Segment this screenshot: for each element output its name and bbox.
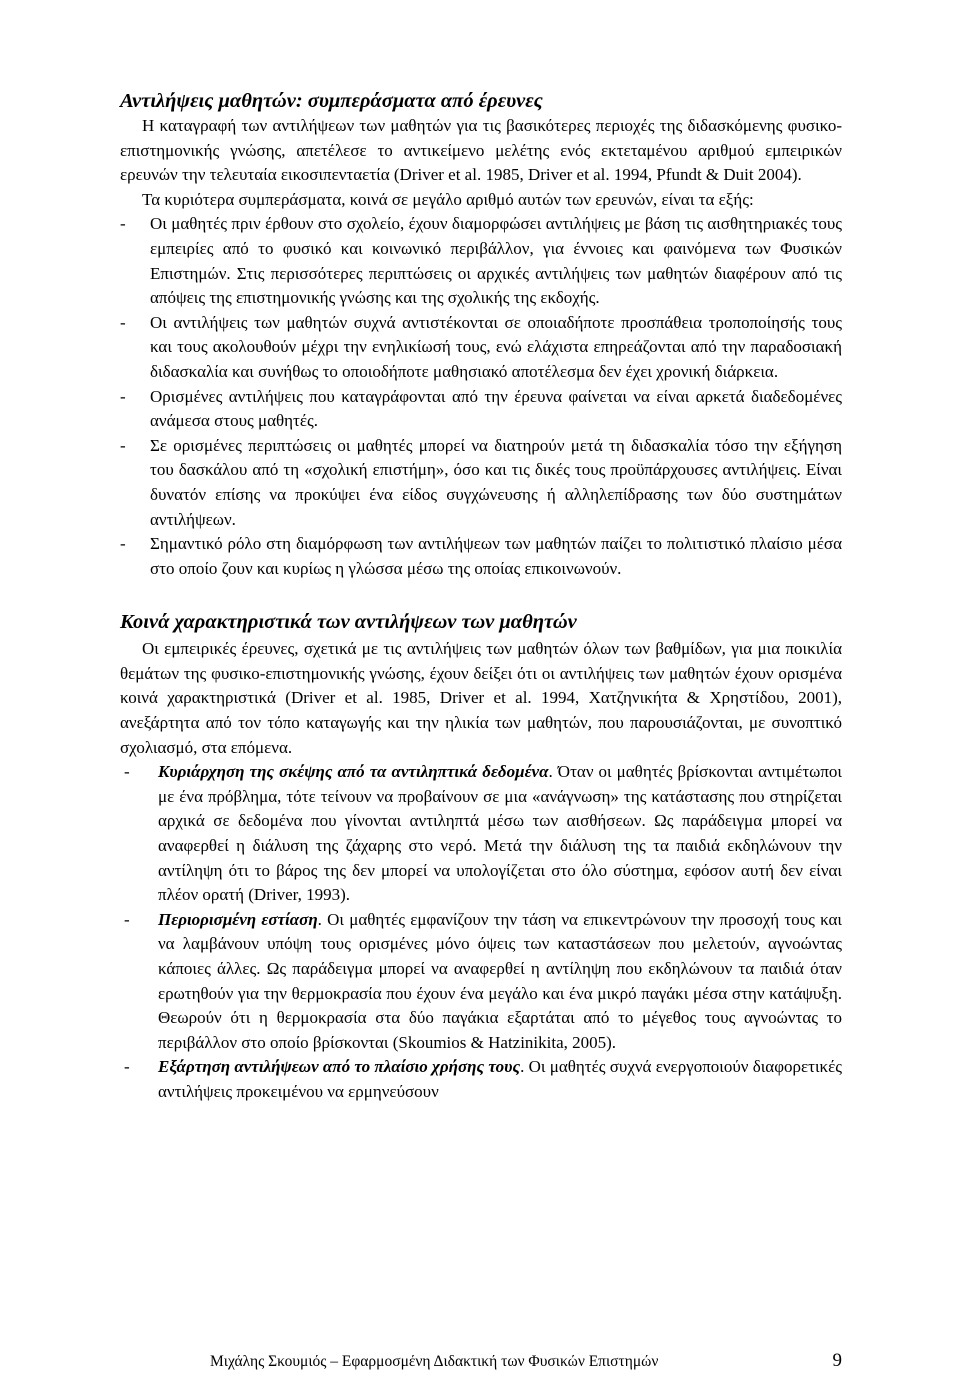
characteristic-term: Κυριάρχηση της σκέψης από τα αντιληπτικά δεδομένα (158, 762, 549, 782)
section-1-lead: Τα κυριότερα συμπεράσματα, κοινά σε μεγάλο αριθμό αυτών των ερευνών, είναι τα εξής: (142, 189, 754, 209)
dash-marker: - (120, 312, 126, 332)
characteristic-text: . Οι μαθητές συχνά ενεργοποιούν διαφορετικές αντιλήψεις προκειμένου να ερμηνεύσουν (158, 1057, 842, 1101)
finding-item (120, 212, 842, 310)
characteristic-item (120, 760, 842, 908)
page-footer (210, 1350, 842, 1372)
finding-item (120, 311, 842, 385)
dash-marker: - (124, 1057, 130, 1077)
footer-text: Μιχάλης Σκουμιός – Εφαρμοσμένη Διδακτική των Φυσικών Επιστημών (210, 1353, 659, 1370)
section-2-intro: Οι εμπειρικές έρευνες, σχετικά με τις αντιλήψεις των μαθητών όλων των βαθμίδων, για μια ποικιλία θεμάτων της φυσικο-επιστημονικής γνώσης, έχουν δείξει ότι οι αντιλήψεις των μαθητών έχουν ορισμένα κοινά χαρακτηριστικά (Driver et al. 1985, Driver et al. 1994, Χατζηνικήτα & Χρηστίδου, 2001), ανεξάρτητα από τον τόπο καταγωγής και την ηλικία των μαθητών, που παρουσιάζονται, με συνοπτικό σχολιασμό, στα επόμενα. (120, 639, 842, 757)
finding-item (120, 434, 842, 532)
finding-text: Οι μαθητές πριν έρθουν στο σχολείο, έχουν διαμορφώσει αντιλήψεις με βάση τις αισθητηριακές τους εμπειρίες από το φυσικό και κοινωνικό περιβάλλον, για έννοιες και φαινόμενα των Φυσικών Επιστημών. Στις περισσότερες περιπτώσεις οι αρχικές αντιλήψεις των μαθητών διαφέρουν από τις απόψεις της επιστημονικής γνώσης και της σχολικής της εκδοχής. (150, 214, 842, 308)
characteristic-term: Περιορισμένη εστίαση (158, 909, 318, 929)
finding-text: Οι αντιλήψεις των μαθητών συχνά αντιστέκονται σε οποιαδήποτε προσπάθεια τροποποίησής τους και τους ακολουθούν μέχρι την ενηλικίωσή τους, ενώ ελάχιστα επηρεάζονται από την παραδοσιακή διδασκαλία και συνήθως το οποιοδήποτε μαθησιακό αποτέλεσμα δεν έχει χρονική διάρκεια. (150, 312, 842, 381)
dash-marker: - (120, 214, 126, 234)
characteristic-item (120, 908, 842, 1056)
finding-text: Ορισμένες αντιλήψεις που καταγράφονται από την έρευνα φαίνεται να είναι αρκετά διαδεδομένες ανάμεσα στους μαθητές. (150, 386, 842, 431)
characteristic-text: . Όταν οι μαθητές βρίσκονται αντιμέτωποι με ένα πρόβλημα, τότε τείνουν να προβαίνουν σε μια «ανάγνωση» της κατάστασης που στηρίζεται αρχικά σε δεδομένα που γίνονται αντιληπτά μέσω των αισθήσεων. Ως παράδειγμα μπορεί να αναφερθεί η διάλυση της ζάχαρης στο νερό. Μετά την διάλυση της τα παιδιά εκδηλώνουν την αντίληψη ότι το βάρος της δεν μπορεί να υπολογίζεται στο όλο σύστημα, εφόσον αυτή δεν είναι πλέον ορατή (Driver, 1993). (158, 762, 842, 905)
section-1-title: Αντιλήψεις μαθητών: συμπεράσματα από έρευνες (120, 90, 543, 112)
finding-text: Σε ορισμένες περιπτώσεις οι μαθητές μπορεί να διατηρούν μετά τη διδασκαλία τόσο την εξήγηση του δασκάλου από τη «σχολική επιστήμη», όσο και τις δικές τους προϋπάρχουσες αντιλήψεις. Είναι δυνατόν επίσης να προκύψει ένα είδος συγχώνευσης ή αλληλεπίδρασης των δύο συστημάτων αντιλήψεων. (150, 435, 842, 529)
dash-marker: - (124, 762, 130, 782)
findings-list (120, 212, 842, 581)
finding-text: Σημαντικό ρόλο στη διαμόρφωση των αντιλήψεων των μαθητών παίζει το πολιτιστικό πλαίσιο μέσα στο οποίο ζουν και κυρίως η γλώσσα μέσω της οποίας επικοινωνούν. (150, 534, 842, 578)
dash-marker: - (120, 534, 126, 554)
section-2-title: Κοινά χαρακτηριστικά των αντιλήψεων των μαθητών (120, 611, 577, 634)
dash-marker: - (124, 909, 130, 929)
finding-item (120, 532, 842, 581)
document-page (120, 88, 842, 1105)
characteristic-item (120, 1055, 842, 1104)
dash-marker: - (120, 435, 126, 455)
page-number: 9 (832, 1350, 842, 1371)
section-1-intro: Η καταγραφή των αντιλήψεων των μαθητών για τις βασικότερες περιοχές της διδασκόμενης φυσικο-επιστημονικής γνώσης, απετέλεσε το αντικείμενο μελέτης ενός εκτεταμένου αριθμού εμπειρικών ερευνών την τελευταία εικοσιπενταετία (Driver et al. 1985, Driver et al. 1994, Pfundt & Duit 2004). (120, 116, 842, 185)
characteristics-list (120, 760, 842, 1104)
dash-marker: - (120, 386, 126, 406)
finding-item (120, 385, 842, 434)
characteristic-text: . Οι μαθητές εμφανίζουν την τάση να επικεντρώνουν την προσοχή τους και να λαμβάνουν υπόψη τους ορισμένες μόνο όψεις των καταστάσεων που μελετούν, αγνοώντας κάποιες άλλες. Ως παράδειγμα μπορεί να αναφερθεί η αντίληψη που εκδηλώνουν τα παιδιά όταν ερωτηθούν για την θερμοκρασία που έχουν ένα μεγάλο και ένα μικρό παγάκι μέσα στην κατάψυξη. Θεωρούν ότι η θερμοκρασία στα δύο παγάκια εξαρτάται από το μέγεθος τους αγνοώντας το περιβάλλον στο οποίο βρίσκονται (Skoumios & Hatzinikita, 2005). (158, 909, 842, 1052)
characteristic-term: Εξάρτηση αντιλήψεων από το πλαίσιο χρήσης τους (158, 1057, 521, 1077)
